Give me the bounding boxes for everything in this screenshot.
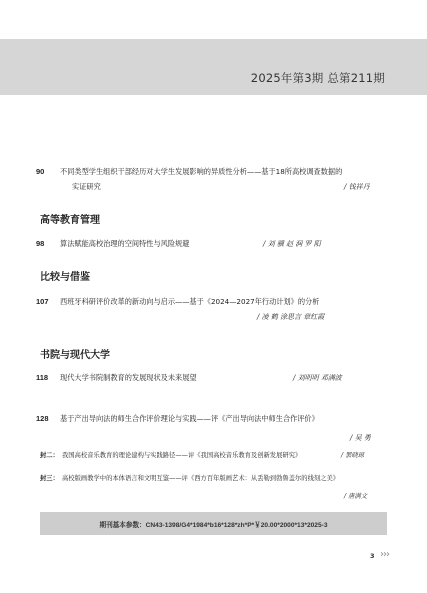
- journal-info-text: 期刊基本参数：CN43-1398/G4*1984*b16*128*zh*P*￥20.00*2000*13*2025-3: [99, 522, 328, 529]
- article-title: 不同类型学生组织干部经历对大学生发展影响的异质性分析——基于18所高校调查数据的: [60, 167, 343, 176]
- page-number: 98: [36, 239, 45, 248]
- section-heading: 高等教育管理: [40, 215, 100, 226]
- section-heading: 比较与借鉴: [40, 272, 90, 283]
- journal-info-box: [40, 512, 387, 535]
- page-number: 118: [36, 373, 49, 382]
- cover-label: 封二：: [40, 452, 59, 459]
- header-band: [0, 39, 427, 95]
- cover-label: 封三：: [40, 475, 59, 482]
- article-title: 现代大学书院制教育的发展现状及未来展望: [60, 373, 197, 382]
- article-author: / 刘 骥 赵 润 罗 阳: [263, 240, 321, 248]
- review-author: / 罢晓琼: [341, 452, 365, 459]
- section-heading: 书院与现代大学: [40, 350, 110, 361]
- page-number: 107: [36, 297, 49, 306]
- article-author: / 吴 勇: [350, 434, 371, 442]
- article-author: / 钱祥丹: [344, 183, 370, 191]
- article-title: 基于产出导向法的师生合作评价理论与实践——评《产出导向法中师生合作评价》: [60, 414, 319, 423]
- page-number: 90: [36, 167, 45, 176]
- folio-page-number: 3: [370, 552, 375, 560]
- chevrons-icon: ›››: [380, 549, 389, 560]
- article-title: 西班牙科研评价改革的新动向与启示——基于《2024—2027年行动计划》的分析: [60, 297, 320, 306]
- article-title: 算法赋能高校治理的空间特性与风险规避: [60, 239, 190, 248]
- article-title-continued: 实证研究: [72, 182, 101, 191]
- review-title: 我国高校音乐教育的理论建构与实践路径——评《我国高校音乐教育及创新发展研究》: [62, 452, 302, 459]
- review-author: / 唐满文: [344, 493, 368, 500]
- page-number: 128: [36, 414, 49, 423]
- article-author: / 刘明明 邓满波: [293, 374, 342, 382]
- article-author: / 凌 鹤 涂思言 章红霞: [257, 313, 325, 321]
- review-title: 高校版画教学中的本体语言和文明互鉴——评《西方百年版画艺术：从丢勒到勃鲁盖尔的线刻之美》: [62, 475, 340, 482]
- issue-title: 2025年第3期 总第211期: [250, 71, 385, 85]
